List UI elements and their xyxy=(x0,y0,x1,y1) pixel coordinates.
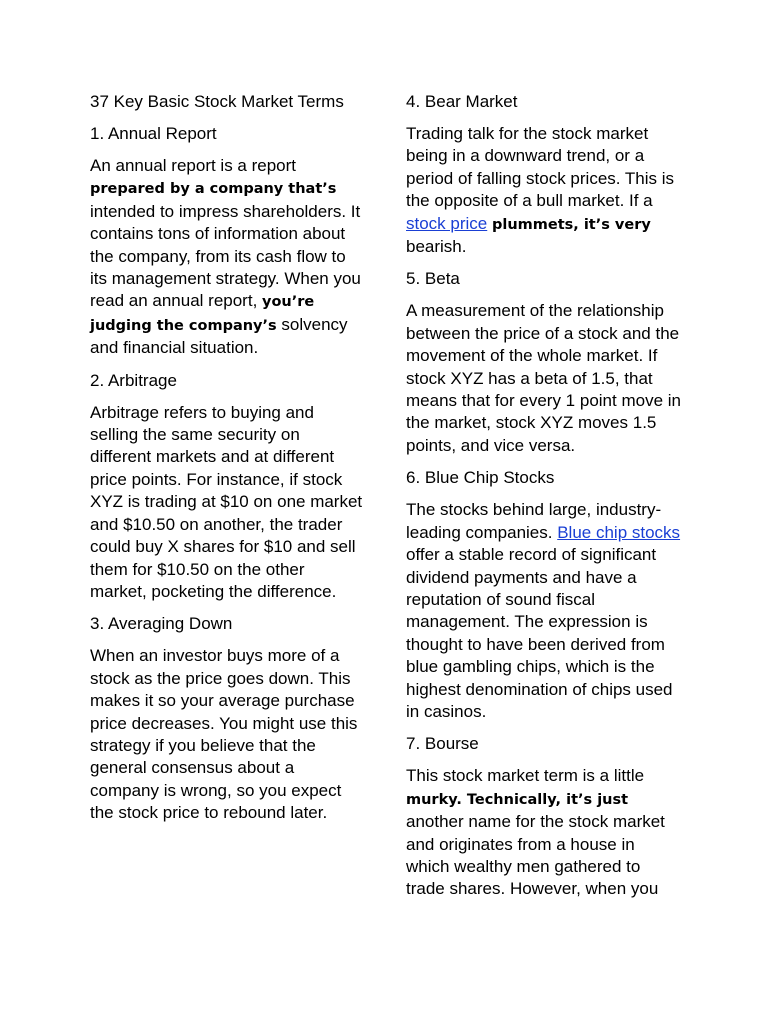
term-body-bourse xyxy=(406,765,681,900)
blue-chip-stocks-link[interactable]: Blue chip stocks xyxy=(557,522,681,542)
body-text: offer a stable record of significant dividend payments and have a reputation of sound fiscal management. The expression is thought to have been derived from blue gambling chips, which is the highest denomination of chips used in casinos. xyxy=(406,545,673,721)
term-body-blue-chip-stocks xyxy=(406,499,681,723)
term-heading-blue-chip-stocks: 6. Blue Chip Stocks xyxy=(406,468,555,488)
body-text: Trading talk for the stock market being in a downward trend, or a period of falling stock prices. This is the opposite of a bull market. If a xyxy=(406,124,675,211)
term-heading-arbitrage: 2. Arbitrage xyxy=(90,370,177,390)
stock-price-link[interactable]: stock price xyxy=(406,213,488,233)
term-body-arbitrage: Arbitrage refers to buying and selling the same security on different markets and at different price points. For instance, if stock XYZ is trading at $10 on one market and $10.50 on another, the trader could buy X shares for $10 and sell them for $10.50 on the other market, pocketing the difference. xyxy=(90,402,363,601)
body-text: This stock market term is a little xyxy=(406,766,645,786)
left-column xyxy=(90,91,365,835)
body-text: An annual report is a report xyxy=(90,156,297,175)
term-body-bear-market xyxy=(406,123,681,258)
term-body-averaging-down: When an investor buys more of a stock as the price goes down. This makes it so your average purchase price decreases. You might use this strategy if you believe that the general consensus about a company is wrong, so you expect the stock price to rebound later. xyxy=(90,646,358,823)
term-heading-bourse: 7. Bourse xyxy=(406,734,479,754)
term-heading-bear-market: 4. Bear Market xyxy=(406,92,518,111)
body-text: another name for the stock market and originates from a house in which wealthy men gathered to trade shares. However, when you xyxy=(406,812,665,899)
body-text: solvency and financial situation. xyxy=(90,314,348,358)
body-text: bearish. xyxy=(406,237,467,257)
right-column xyxy=(406,91,681,911)
bold-text: you’re judging the company’s xyxy=(90,294,315,334)
term-body-beta: A measurement of the relationship between the price of a stock and the movement of the whole market. If stock XYZ has a beta of 1.5, that means that for every 1 point move in the market, stock XYZ moves 1.5 points, and vice versa. xyxy=(406,301,681,455)
document-title: 37 Key Basic Stock Market Terms xyxy=(90,92,344,111)
bold-text: plummets, it’s very xyxy=(491,216,651,233)
body-text: The stocks behind large, industry-leading companies. xyxy=(406,500,662,542)
term-heading-averaging-down: 3. Averaging Down xyxy=(90,614,233,634)
body-text: intended to impress shareholders. It contains tons of information about the company, from its cash flow to its management strategy. When you read an annual report, xyxy=(90,201,361,311)
term-heading-beta: 5. Beta xyxy=(406,269,460,289)
bold-text: murky. Technically, it’s just xyxy=(406,791,629,808)
term-heading-annual-report: 1. Annual Report xyxy=(90,124,217,143)
bold-text: prepared by a company that’s xyxy=(90,181,337,198)
term-body-annual-report xyxy=(90,155,365,360)
